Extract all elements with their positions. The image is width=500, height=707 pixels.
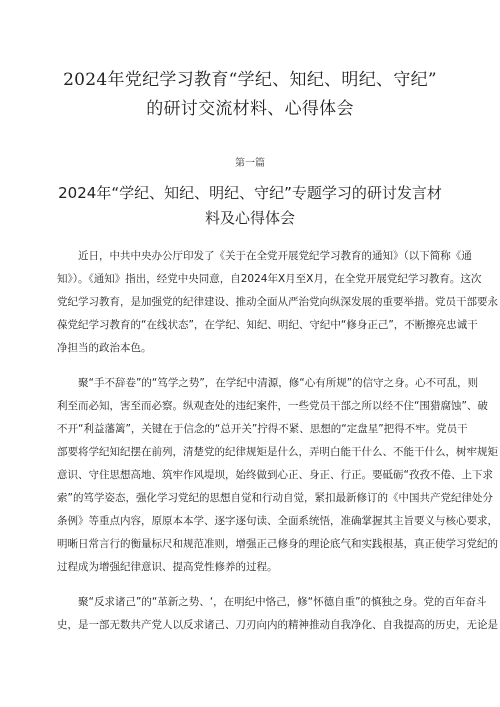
paragraph-line: 葆党纪学习教育的“在线状态”，在学纪、知纪、明纪、守纪中“修身正己”，不断擦亮忠诚干 xyxy=(57,319,478,331)
paragraph xyxy=(57,372,498,579)
title-line: 的研讨交流材料、心得体会 xyxy=(146,99,354,119)
paragraph-line: 党纪学习教育，是加强党的纪律建设、推动全面从严治党向纵深发展的重要举措。党员干部要永 xyxy=(57,296,498,308)
paragraph xyxy=(57,245,498,360)
document-body xyxy=(57,245,498,637)
title-line: 2024年党纪学习教育“学纪、知纪、明纪、守纪” xyxy=(63,70,437,90)
subtitle-line: 料及心得体会 xyxy=(204,209,295,227)
paragraph-line: 不开“利益藩篱”，关键在于信念的“总开关”拧得不紧、思想的“定盘星”把得不牢。党员干 xyxy=(57,423,468,435)
paragraph-line: 净担当的政治本色。 xyxy=(57,342,152,354)
section-title xyxy=(57,181,443,231)
paragraph-line: 知》）。《通知》指出，经党中央同意，自2024年X月至X月，在全党开展党纪学习教育。这次 xyxy=(57,273,482,285)
paragraph-line: 意识、守住思想高地、筑牢作风堤坝，始终做到心正、身正、行正。要砥砺“孜孜不倦、上下求 xyxy=(57,469,493,481)
subtitle-line: 2024年“学纪、知纪、明纪、守纪”专题学习的研讨发言材 xyxy=(58,184,442,202)
paragraph-line: 聚“手不辞卷”的“笃学之势”，在学纪中清源，修“心有所规”的信守之身。心不可乱，则 xyxy=(78,377,479,389)
paragraph-line: 利至而必知，害至而必察。纵观查处的违纪案件，一些党员干部之所以经不住“围猎腐蚀”、破 xyxy=(57,400,488,412)
paragraph-line: 过程成为增强纪律意识、提高党性修养的过程。 xyxy=(57,561,278,573)
paragraph-line: 条例》等重点内容，原原本本学、逐字逐句读、全面系统悟，准确掌握其主旨要义与核心要求， xyxy=(57,515,498,527)
paragraph-line: 部要将学纪知纪摆在前列，清楚党的纪律规矩是什么，弄明白能干什么、不能干什么，树牢规矩 xyxy=(57,446,498,458)
paragraph xyxy=(57,591,498,637)
section-label: 第一篇 xyxy=(235,158,265,169)
paragraph-line: 明晰日常言行的衡量标尺和规范准则，增强正己修身的理论底气和实践根基，真正使学习党纪的 xyxy=(57,538,498,550)
paragraph-line: 近日，中共中央办公厅印发了《关于在全党开展党纪学习教育的通知》（以下简称《通 xyxy=(78,250,472,262)
paragraph-line: 聚“反求诸己”的“革新之势、‘，在明纪中恪己，修“怀德自重”的慎独之身。党的百年奋斗 xyxy=(78,596,487,608)
document-title xyxy=(57,0,443,124)
paragraph-line: 索”的笃学姿态，强化学习党纪的思想自觉和行动自觉，紧扣最新修订的《中国共产党纪律处分 xyxy=(57,492,493,504)
paragraph-line: 史，是一部无数共产党人以反求诸己、刀刃向内的精神推动自我净化、自我提高的历史，无论是 xyxy=(57,619,498,631)
